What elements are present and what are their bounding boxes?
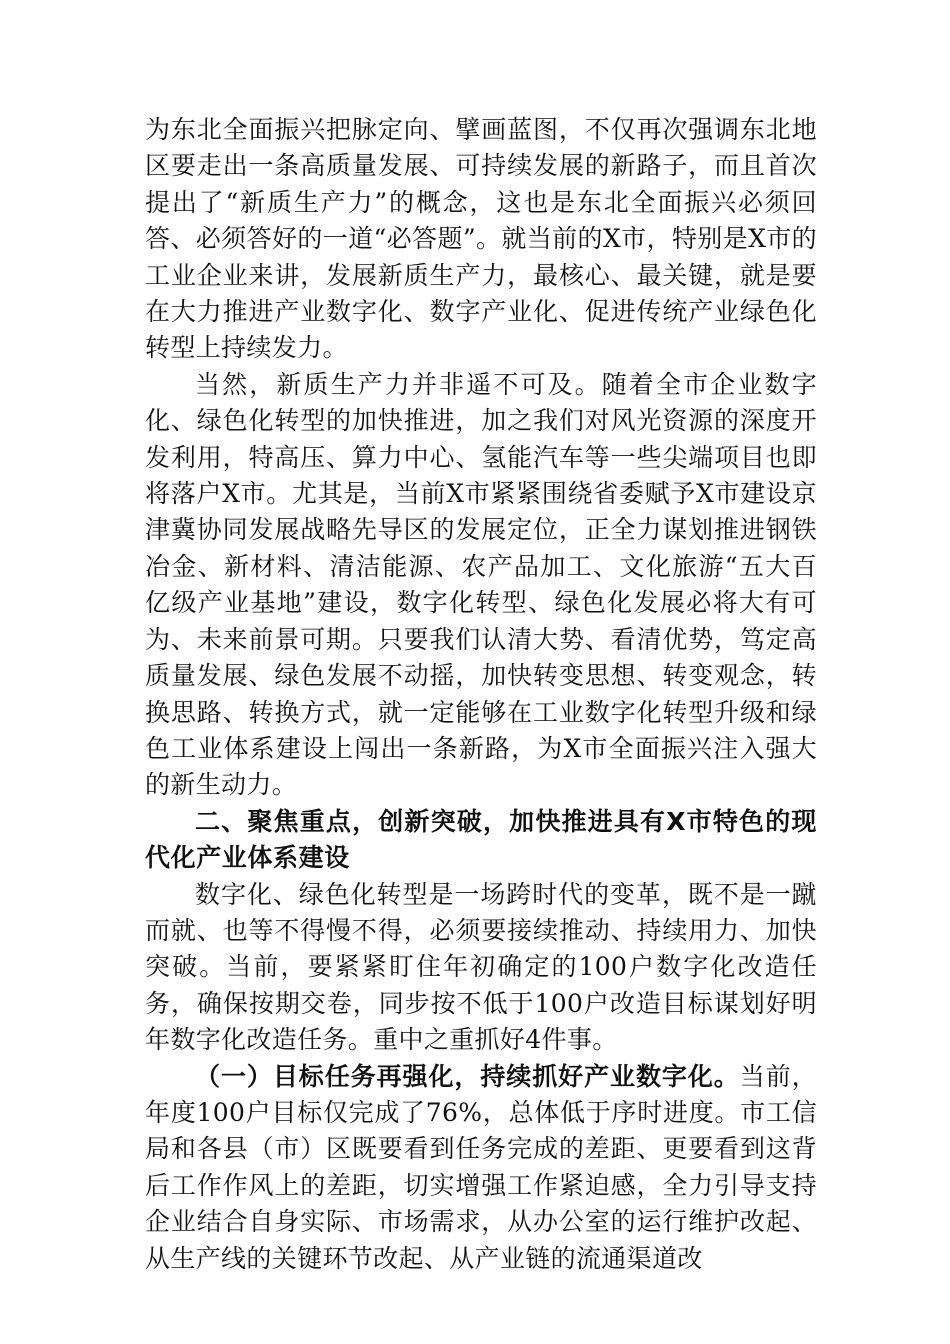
- paragraph-1: 为东北全面振兴把脉定向、擘画蓝图，不仅再次强调东北地区要走出一条高质量发展、可持续发展的新路子，而且首次提出了“新质生产力”的概念，这也是东北全面振兴必须回答、必须答好的一道“必答题”。就当前的X市，特别是X市的工业企业来讲，发展新质生产力，最核心、最关键，就是要在大力推进产业数字化、数字产业化、促进传统产业绿色化转型上持续发力。: [145, 115, 817, 363]
- section-heading-2: 二、聚焦重点，创新突破，加快推进具有X市特色的现代化产业体系建设: [145, 806, 817, 873]
- subsection-heading-1: （一）目标任务再强化，持续抓好产业数字化。: [195, 1061, 740, 1091]
- paragraph-3: 数字化、绿色化转型是一场跨时代的变革，既不是一蹴而就、也等不得慢不得，必须要接续推动、持续用力、加快突破。当前，要紧紧盯住年初确定的100户数字化改造任务，确保按期交卷，同步按不低于100户改造目标谋划好明年数字化改造任务。重中之重抓好4件事。: [145, 879, 817, 1055]
- paragraph-4-text: 当前，年度100户目标仅完成了76%，总体低于序时进度。市工信局和各县（市）区既要看到任务完成的差距、更要看到这背后工作作风上的差距，切实增强工作紧迫感，全力引导支持企业结合自身实际、市场需求，从办公室的运行维护改起、从生产线的关键环节改起、从产业链的流通渠道改: [145, 1061, 817, 1273]
- paragraph-2: 当然，新质生产力并非遥不可及。随着全市企业数字化、绿色化转型的加快推进，加之我们对风光资源的深度开发利用，特高压、算力中心、氢能汽车等一些尖端项目也即将落户X市。尤其是，当前X市紧紧围绕省委赋予X市建设京津冀协同发展战略先导区的发展定位，正全力谋划推进钢铁冶金、新材料、清洁能源、农产品加工、文化旅游“五大百亿级产业基地”建设，数字化转型、绿色化发展必将大有可为、未来前景可期。只要我们认清大势、看清优势，笃定高质量发展、绿色发展不动摇，加快转变思想、转变观念，转换思路、转换方式，就一定能够在工业数字化转型升级和绿色工业体系建设上闯出一条新路，为X市全面振兴注入强大的新生动力。: [145, 369, 817, 800]
- paragraph-4: [145, 1059, 817, 1277]
- document-body: [145, 112, 817, 1277]
